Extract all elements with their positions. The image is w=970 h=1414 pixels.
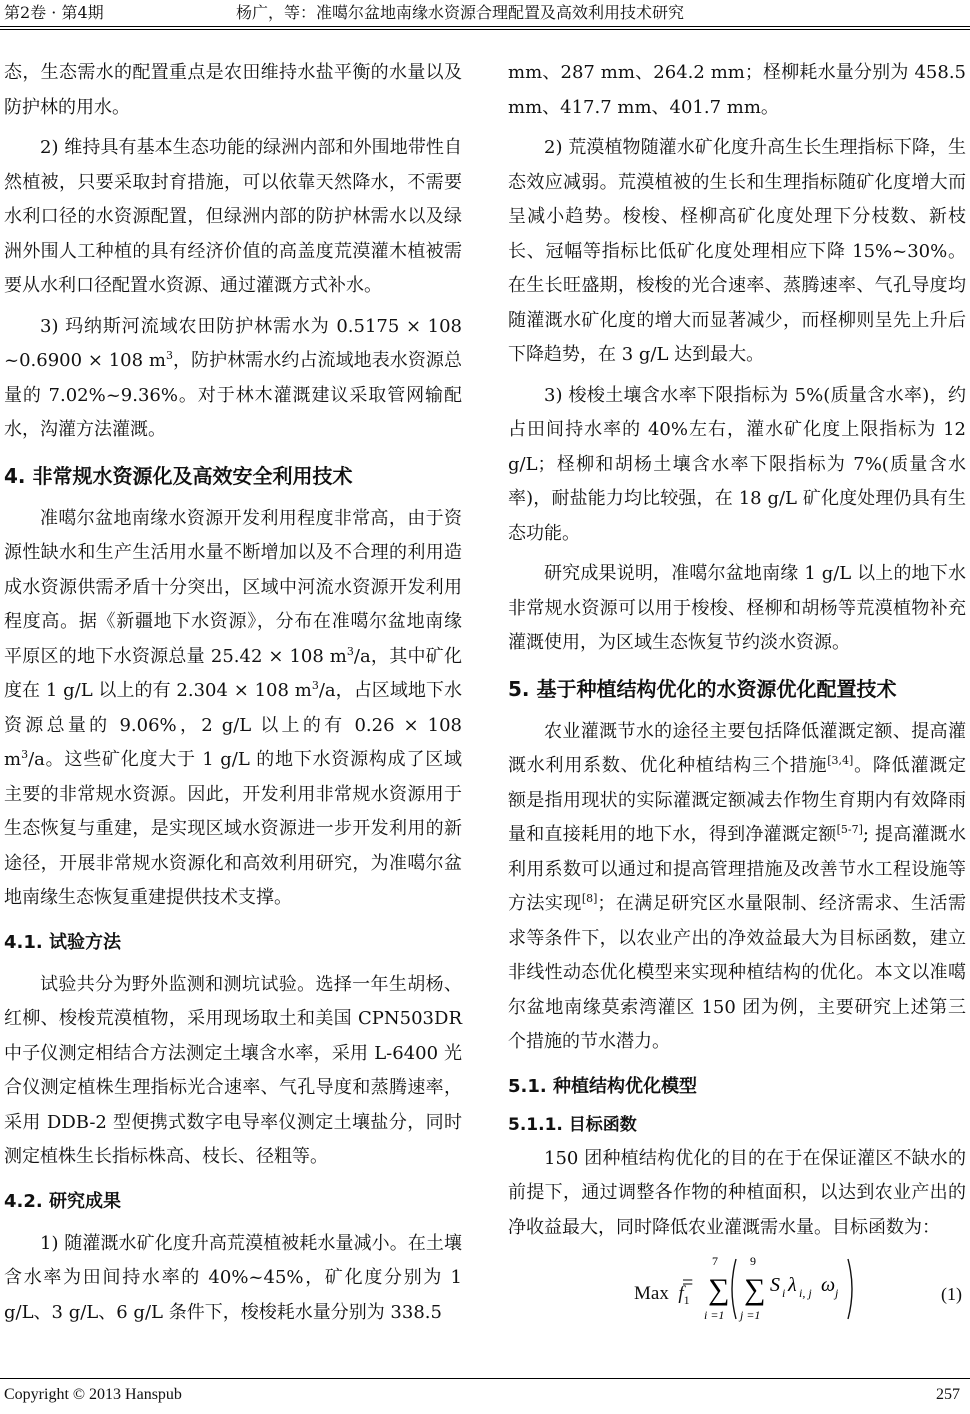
svg-text:ω: ω (821, 1274, 836, 1296)
paragraph: 1) 随灌溉水矿化度升高荒漠植被耗水量减小。在土壤含水率为田间持水率的 40%~45%，矿化度分别为 1 g/L、3 g/L、6 g/L 条件下，梭梭耗水量分别为 338.5 (4, 1232, 462, 1323)
left-column (4, 56, 462, 1336)
svg-text:j: j (835, 1286, 839, 1300)
formula-lhs: Max $f_1$ (634, 1283, 690, 1307)
svg-text:i =1: i =1 (704, 1308, 725, 1322)
section-heading: 5. 基于种植结构优化的水资源优化配置技术 (508, 676, 897, 701)
paragraph: 准噶尔盆地南缘水资源开发利用程度非常高，由于资源性缺水和生产生活用水量不断增加以及不合理的利用造成水资源供需矛盾十分突出，区域中河流水资源开发利用程度高。据《新疆地下水资源》，分布在准噶尔盆地南缘平原区的地下水资源总量 25.42 × 108 $m^3/a$，其中矿化度在 1 g/L 以上的有 2.304 × 108 $m^3/a$，占区域地下水资源总量的 9.06%，2 g/L 以上的有 0.26 × 108 $m^3/a$。这些矿化度大于 1 g/L 的地下水资源构成了区域主要的非常规水资源。因此，开发利用非常规水资源用于生态恢复与重建，是实现区域水资源进一步开发利用的新途径，开展非常规水资源化和高效利用研究，为准噶尔盆地南缘生态恢复重建提供技术支撑。 (4, 507, 462, 908)
right-column (508, 56, 966, 1335)
running-header (0, 0, 970, 28)
svg-text:=: = (682, 1272, 694, 1294)
copyright: Copyright © 2013 Hanspub (4, 1386, 182, 1403)
subsubsection-heading: 5.1.1. 目标函数 (508, 1114, 637, 1135)
running-title: 杨广，等：准噶尔盆地南缘水资源合理配置及高效利用技术研究 (236, 3, 685, 22)
paragraph: 态，生态需水的配置重点是农田维持水盐平衡的水量以及防护林的用水。 (4, 62, 462, 118)
svg-text:7: 7 (712, 1254, 718, 1268)
paragraph: 2) 维持具有基本生态功能的绿洲内部和外围地带性自然植被，只要采取封育措施，可以依靠天然降水，不需要水利口径的水资源配置，但绿洲内部的防护林需水以及绿洲外围人工种植的具有经济价值的高盖度荒漠灌木植被需要从水利口径配置水资源、通过灌溉方式补水。 (4, 137, 462, 296)
right-paren (848, 1259, 852, 1319)
subsection-heading: 4.1. 试验方法 (4, 931, 121, 953)
svg-text:j =1: j =1 (740, 1308, 761, 1322)
paragraph: 3) 梭梭土壤含水率下限指标为 5%(质量含水率)，约占田间持水率的 40%左右，灌水矿化度上限指标为 12 g/L；柽柳和胡杨土壤含水率下限指标为 7%(质量含水率)，耐盐能力均比较强，在 18 g/L 矿化度处理仍具有生态功能。 (508, 384, 966, 544)
section-heading: 4. 非常规水资源化及高效安全利用技术 (4, 463, 353, 488)
footer-rule (0, 1378, 970, 1379)
sum-symbol: ∑ (708, 1273, 730, 1306)
equation-number: (1) (941, 1284, 962, 1304)
journal-issue: 第2卷 · 第4期 (4, 3, 104, 22)
header-rule (0, 26, 970, 30)
svg-text:9: 9 (750, 1254, 756, 1268)
objective-formula (508, 1251, 966, 1335)
paragraph: 研究成果说明，准噶尔盆地南缘 1 g/L 以上的地下水非常规水资源可以用于梭梭、柽柳和胡杨等荒漠植物补充灌溉使用，为区域生态恢复节约淡水资源。 (508, 563, 966, 653)
left-paren (732, 1259, 736, 1319)
summation-expression (678, 1251, 918, 1335)
paragraph: 农业灌溉节水的途径主要包括降低灌溉定额、提高灌溉水利用系数、优化种植结构三个措施[3,4]。降低灌溉定额是指用现状的实际灌溉定额减去作物生育期内有效降雨量和直接耗用的地下水，得到净灌溉定额[5-7]; 提高灌溉水利用系数可以通过和提高管理措施及改善节水工程设施等方法实现[8]；在满足研究区水量限制、经济需求、生活需求等条件下，以农业产出的净效益最大为目标函数，建立非线性动态优化模型来实现种植结构的优化。本文以准噶尔盆地南缘莫索湾灌区 150 团为例，主要研究上述第三个措施的节水潜力。 (508, 720, 967, 1052)
svg-text:i: i (782, 1286, 786, 1300)
page-footer (0, 1386, 970, 1410)
svg-text:λ: λ (788, 1274, 797, 1296)
paragraph: 试验共分为野外监测和测坑试验。选择一年生胡杨、红柳、梭梭荒漠植物，采用现场取土和美国 CPN503DR 中子仪测定相结合方法测定土壤含水率，采用 L-6400 光合仪测定植株生理指标光合速率、气孔导度和蒸腾速率，采用 DDB-2 型便携式数字电导率仪测定土壤盐分，同时测定植株生长指标株高、枝长、径粗等。 (4, 973, 462, 1167)
paragraph: mm、287 mm、264.2 mm；柽柳耗水量分别为 458.5 mm、417.7 mm、401.7 mm。 (508, 62, 966, 118)
paragraph: 150 团种植结构优化的目的在于在保证灌区不缺水的前提下，通过调整各作物的种植面积，以达到农业产出的净收益最大，同时降低农业灌溉需水量。目标函数为： (508, 1147, 966, 1238)
svg-text:i, j: i, j (799, 1286, 812, 1300)
paragraph: 3) 玛纳斯河流域农田防护林需水为 0.5175 × 108 ~0.6900 × 108 $m^3$，防护林需水约占流域地表水资源总量的 7.02%~9.36%。对于林木灌溉建议采取管网输配水，沟灌方法灌溉。 (4, 315, 462, 440)
sum-symbol: ∑ (744, 1273, 766, 1306)
subsection-heading: 5.1. 种植结构优化模型 (508, 1075, 697, 1097)
svg-text:S: S (770, 1274, 780, 1296)
subsection-heading: 4.2. 研究成果 (4, 1190, 121, 1212)
page-number: 257 (936, 1386, 960, 1403)
paragraph: 2) 荒漠植物随灌水矿化度升高生长生理指标下降，生态效应减弱。荒漠植被的生长和生理指标随矿化度增大而呈减小趋势。梭梭、柽柳高矿化度处理下分枝数、新枝长、冠幅等指标比低矿化度处理相应下降 15%~30%。在生长旺盛期，梭梭的光合速率、蒸腾速率、气孔导度均随灌溉水矿化度的增大而显著减少，而柽柳则呈先上升后下降趋势，在 3 g/L 达到最大。 (508, 137, 966, 365)
